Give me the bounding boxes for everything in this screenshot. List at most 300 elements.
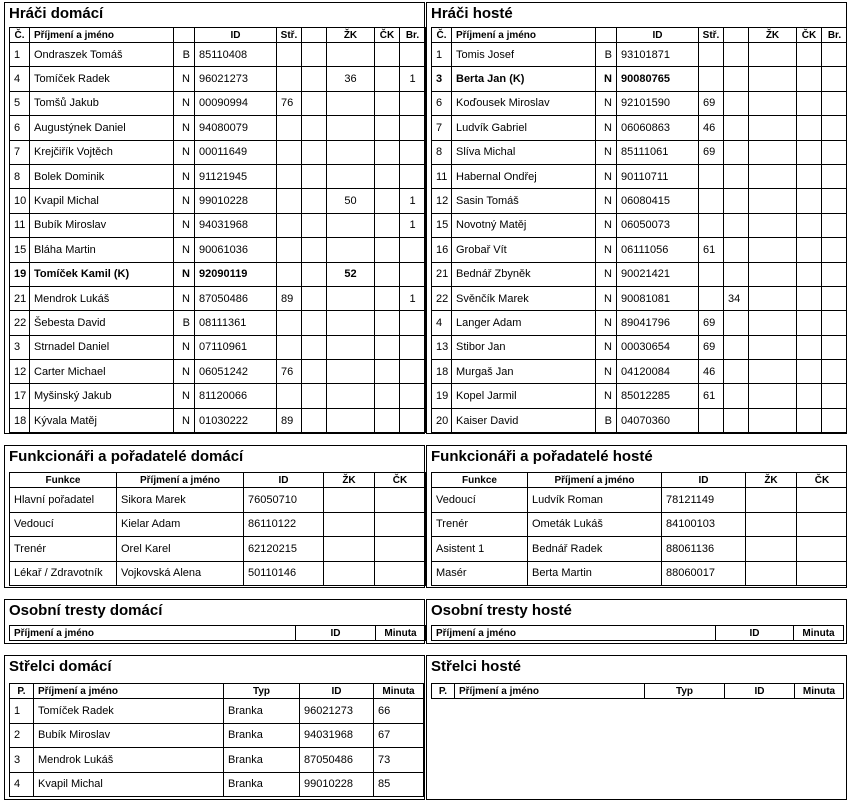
- player-row: [10, 67, 426, 91]
- player-number: 21: [432, 262, 452, 286]
- player-substitution: 46: [699, 360, 724, 384]
- home-penalties-table: [9, 625, 426, 641]
- player-goals: [822, 189, 847, 213]
- col-header-type: Typ: [645, 684, 725, 699]
- player-substitution-2: [724, 91, 749, 115]
- player-red-card: [797, 213, 822, 237]
- scorer-order: 2: [10, 723, 34, 748]
- player-id: 07110961: [195, 335, 277, 359]
- col-header-name: Příjmení a jméno: [452, 28, 596, 43]
- player-id: 04070360: [617, 408, 699, 432]
- col-header-red-card: ČK: [797, 28, 822, 43]
- player-red-card: [797, 116, 822, 140]
- player-substitution-2: [724, 408, 749, 432]
- staff-id: 62120215: [244, 537, 324, 562]
- player-yellow-card: [327, 116, 375, 140]
- staff-name: Kielar Adam: [117, 512, 244, 537]
- player-yellow-card: 52: [327, 262, 375, 286]
- player-number: 17: [10, 384, 30, 408]
- col-header-minute: Minuta: [794, 626, 844, 641]
- away-players-table: [431, 27, 847, 433]
- player-substitution: 69: [699, 311, 724, 335]
- player-id: 85111061: [617, 140, 699, 164]
- player-row: [432, 384, 847, 408]
- player-red-card: [375, 262, 400, 286]
- player-id: 00011649: [195, 140, 277, 164]
- player-yellow-card: [749, 335, 797, 359]
- staff-role: Vedoucí: [10, 512, 117, 537]
- staff-row: [10, 488, 426, 513]
- col-header-yellow-card: ŽK: [327, 28, 375, 43]
- player-row: [432, 140, 847, 164]
- player-substitution: 69: [699, 140, 724, 164]
- scorer-id: 94031968: [300, 723, 374, 748]
- home-players-table: [9, 27, 426, 433]
- player-goals: [822, 262, 847, 286]
- player-substitution-2: [724, 213, 749, 237]
- scorer-row: [10, 699, 424, 724]
- player-position: N: [596, 286, 617, 310]
- col-header-yellow-card: ŽK: [746, 473, 797, 488]
- player-position: N: [596, 238, 617, 262]
- player-yellow-card: [749, 238, 797, 262]
- col-header-id: ID: [195, 28, 277, 43]
- player-name: Svěnčík Marek: [452, 286, 596, 310]
- away-staff-panel: [426, 445, 847, 588]
- player-id: 94031968: [195, 213, 277, 237]
- player-name: Kaiser David: [452, 408, 596, 432]
- col-header-name: Příjmení a jméno: [455, 684, 645, 699]
- player-yellow-card: [327, 213, 375, 237]
- player-substitution: [277, 164, 302, 188]
- col-header-goals: Br.: [400, 28, 426, 43]
- player-row: [432, 360, 847, 384]
- player-number: 11: [432, 164, 452, 188]
- staff-yellow-card: [746, 537, 797, 562]
- scorer-name: Mendrok Lukáš: [34, 748, 224, 773]
- player-row: [432, 67, 847, 91]
- col-header-id: ID: [300, 684, 374, 699]
- player-id: 93101871: [617, 43, 699, 67]
- player-yellow-card: [749, 311, 797, 335]
- player-position: N: [174, 91, 195, 115]
- player-goals: [400, 311, 426, 335]
- player-substitution-2: [302, 67, 327, 91]
- player-name: Tomis Josef: [452, 43, 596, 67]
- player-number: 15: [432, 213, 452, 237]
- player-position: B: [596, 43, 617, 67]
- player-position: N: [174, 116, 195, 140]
- player-substitution-2: [302, 43, 327, 67]
- player-name: Bednář Zbyněk: [452, 262, 596, 286]
- scorer-id: 99010228: [300, 772, 374, 797]
- player-substitution: [277, 140, 302, 164]
- player-substitution: [699, 213, 724, 237]
- player-substitution-2: [724, 140, 749, 164]
- player-goals: [822, 43, 847, 67]
- staff-row: [10, 537, 426, 562]
- player-yellow-card: [749, 286, 797, 310]
- staff-row: [432, 512, 847, 537]
- player-substitution: [277, 213, 302, 237]
- player-id: 85012285: [617, 384, 699, 408]
- staff-name: Orel Karel: [117, 537, 244, 562]
- player-number: 8: [432, 140, 452, 164]
- col-header-substitution-2: [724, 28, 749, 43]
- player-name: Myšinský Jakub: [30, 384, 174, 408]
- player-substitution-2: [724, 238, 749, 262]
- player-name: Bláha Martin: [30, 238, 174, 262]
- staff-yellow-card: [324, 488, 375, 513]
- player-position: N: [174, 67, 195, 91]
- away-players-title: Hráči hosté: [431, 5, 513, 22]
- player-yellow-card: [327, 238, 375, 262]
- col-header-name: Příjmení a jméno: [10, 626, 296, 641]
- player-row: [10, 43, 426, 67]
- player-row: [10, 286, 426, 310]
- col-header-name: Příjmení a jméno: [528, 473, 662, 488]
- player-position: N: [596, 164, 617, 188]
- player-substitution-2: [724, 262, 749, 286]
- staff-red-card: [375, 512, 426, 537]
- player-red-card: [797, 286, 822, 310]
- player-number: 12: [432, 189, 452, 213]
- player-number: 6: [432, 91, 452, 115]
- player-name: Stibor Jan: [452, 335, 596, 359]
- player-name: Bolek Dominik: [30, 164, 174, 188]
- player-id: 81120066: [195, 384, 277, 408]
- staff-name: Bednář Radek: [528, 537, 662, 562]
- player-goals: 1: [400, 189, 426, 213]
- col-header-name: Příjmení a jméno: [117, 473, 244, 488]
- player-substitution: [699, 43, 724, 67]
- player-position: B: [174, 43, 195, 67]
- staff-yellow-card: [746, 488, 797, 513]
- player-row: [10, 335, 426, 359]
- staff-id: 78121149: [662, 488, 746, 513]
- player-substitution-2: 34: [724, 286, 749, 310]
- col-header-id: ID: [244, 473, 324, 488]
- away-staff-title: Funkcionáři a pořadatelé hosté: [431, 448, 653, 465]
- player-name: Ondraszek Tomáš: [30, 43, 174, 67]
- player-substitution-2: [302, 189, 327, 213]
- player-yellow-card: [749, 43, 797, 67]
- player-goals: [822, 116, 847, 140]
- player-goals: 1: [400, 213, 426, 237]
- staff-name: Berta Martin: [528, 561, 662, 586]
- col-header-name: Příjmení a jméno: [432, 626, 716, 641]
- home-players-panel: [4, 2, 425, 434]
- player-row: [432, 286, 847, 310]
- staff-row: [432, 488, 847, 513]
- player-substitution-2: [724, 116, 749, 140]
- player-id: 06051242: [195, 360, 277, 384]
- player-row: [432, 335, 847, 359]
- player-number: 7: [10, 140, 30, 164]
- player-position: N: [174, 408, 195, 432]
- player-goals: [400, 140, 426, 164]
- player-substitution-2: [302, 91, 327, 115]
- staff-role: Trenér: [432, 512, 528, 537]
- player-number: 19: [432, 384, 452, 408]
- col-header-minute: Minuta: [376, 626, 426, 641]
- player-name: Augustýnek Daniel: [30, 116, 174, 140]
- home-scorers-panel: [4, 655, 425, 800]
- player-position: N: [174, 164, 195, 188]
- col-header-position: [174, 28, 195, 43]
- player-name: Kývala Matěj: [30, 408, 174, 432]
- player-substitution-2: [302, 262, 327, 286]
- player-red-card: [797, 360, 822, 384]
- player-goals: [400, 262, 426, 286]
- player-substitution-2: [302, 360, 327, 384]
- player-yellow-card: [749, 91, 797, 115]
- player-name: Ludvík Gabriel: [452, 116, 596, 140]
- player-id: 99010228: [195, 189, 277, 213]
- staff-red-card: [797, 512, 847, 537]
- col-header-substitution: Stř.: [277, 28, 302, 43]
- scorer-type: Branka: [224, 772, 300, 797]
- player-substitution-2: [724, 360, 749, 384]
- player-substitution: [699, 262, 724, 286]
- player-position: B: [174, 311, 195, 335]
- staff-id: 76050710: [244, 488, 324, 513]
- player-goals: [400, 408, 426, 432]
- player-position: N: [596, 67, 617, 91]
- col-header-number: Č.: [432, 28, 452, 43]
- player-goals: [822, 286, 847, 310]
- player-number: 4: [432, 311, 452, 335]
- player-goals: [822, 213, 847, 237]
- player-number: 19: [10, 262, 30, 286]
- player-substitution: [277, 335, 302, 359]
- player-name: Sasin Tomáš: [452, 189, 596, 213]
- player-number: 20: [432, 408, 452, 432]
- player-yellow-card: [749, 408, 797, 432]
- player-red-card: [797, 238, 822, 262]
- player-red-card: [797, 262, 822, 286]
- player-number: 1: [432, 43, 452, 67]
- staff-yellow-card: [324, 512, 375, 537]
- col-header-substitution: Stř.: [699, 28, 724, 43]
- player-substitution: [699, 164, 724, 188]
- player-red-card: [375, 384, 400, 408]
- player-id: 06060863: [617, 116, 699, 140]
- player-red-card: [375, 164, 400, 188]
- scorer-type: Branka: [224, 748, 300, 773]
- home-penalties-panel: [4, 599, 425, 644]
- staff-name: Ometák Lukáš: [528, 512, 662, 537]
- player-name: Berta Jan (K): [452, 67, 596, 91]
- player-id: 85110408: [195, 43, 277, 67]
- player-substitution-2: [302, 408, 327, 432]
- player-goals: [400, 335, 426, 359]
- player-red-card: [797, 335, 822, 359]
- player-substitution: [277, 262, 302, 286]
- player-row: [432, 408, 847, 432]
- player-substitution-2: [724, 384, 749, 408]
- scorer-id: 87050486: [300, 748, 374, 773]
- col-header-red-card: ČK: [375, 473, 426, 488]
- player-yellow-card: [327, 91, 375, 115]
- staff-red-card: [797, 537, 847, 562]
- player-yellow-card: [327, 164, 375, 188]
- player-row: [432, 164, 847, 188]
- player-substitution: 69: [699, 91, 724, 115]
- scorer-type: Branka: [224, 699, 300, 724]
- col-header-id: ID: [296, 626, 376, 641]
- player-row: [10, 384, 426, 408]
- player-substitution: [277, 43, 302, 67]
- player-name: Šebesta David: [30, 311, 174, 335]
- player-position: N: [596, 335, 617, 359]
- player-substitution: [277, 311, 302, 335]
- player-row: [432, 262, 847, 286]
- player-name: Tomšů Jakub: [30, 91, 174, 115]
- player-position: N: [174, 360, 195, 384]
- player-name: Mendrok Lukáš: [30, 286, 174, 310]
- col-header-id: ID: [662, 473, 746, 488]
- player-substitution: [277, 116, 302, 140]
- player-name: Carter Michael: [30, 360, 174, 384]
- player-id: 01030222: [195, 408, 277, 432]
- player-red-card: [375, 286, 400, 310]
- player-substitution-2: [302, 116, 327, 140]
- away-penalties-panel: [426, 599, 847, 644]
- player-number: 5: [10, 91, 30, 115]
- player-yellow-card: [749, 384, 797, 408]
- player-yellow-card: [327, 408, 375, 432]
- staff-id: 84100103: [662, 512, 746, 537]
- player-substitution: [699, 189, 724, 213]
- col-header-role: Funkce: [10, 473, 117, 488]
- col-header-minute: Minuta: [795, 684, 844, 699]
- player-position: N: [174, 384, 195, 408]
- player-red-card: [375, 360, 400, 384]
- player-row: [432, 311, 847, 335]
- player-red-card: [797, 43, 822, 67]
- staff-role: Hlavní pořadatel: [10, 488, 117, 513]
- player-yellow-card: [749, 67, 797, 91]
- player-red-card: [797, 384, 822, 408]
- scorer-name: Bubík Miroslav: [34, 723, 224, 748]
- player-position: N: [596, 91, 617, 115]
- home-scorers-table: [9, 683, 424, 797]
- player-position: N: [174, 140, 195, 164]
- player-name: Kopel Jarmil: [452, 384, 596, 408]
- away-penalties-title: Osobní tresty hosté: [431, 602, 572, 619]
- player-position: N: [174, 335, 195, 359]
- player-name: Grobař Vít: [452, 238, 596, 262]
- player-name: Krejčiřík Vojtěch: [30, 140, 174, 164]
- player-goals: [822, 67, 847, 91]
- away-penalties-table: [431, 625, 844, 641]
- player-row: [10, 140, 426, 164]
- scorer-name: Kvapil Michal: [34, 772, 224, 797]
- player-name: Bubík Miroslav: [30, 213, 174, 237]
- player-substitution-2: [302, 164, 327, 188]
- col-header-minute: Minuta: [374, 684, 424, 699]
- staff-row: [10, 512, 426, 537]
- player-row: [432, 43, 847, 67]
- away-scorers-title: Střelci hosté: [431, 658, 522, 675]
- player-yellow-card: [749, 116, 797, 140]
- player-red-card: [375, 238, 400, 262]
- player-substitution-2: [302, 238, 327, 262]
- player-position: N: [596, 360, 617, 384]
- scorer-row: [10, 723, 424, 748]
- player-row: [10, 262, 426, 286]
- scorer-id: 96021273: [300, 699, 374, 724]
- player-red-card: [375, 335, 400, 359]
- player-yellow-card: [749, 164, 797, 188]
- staff-role: Trenér: [10, 537, 117, 562]
- player-row: [10, 408, 426, 432]
- player-number: 16: [432, 238, 452, 262]
- player-name: Langer Adam: [452, 311, 596, 335]
- player-yellow-card: [749, 360, 797, 384]
- col-header-yellow-card: ŽK: [749, 28, 797, 43]
- col-header-role: Funkce: [432, 473, 528, 488]
- col-header-red-card: ČK: [375, 28, 400, 43]
- player-position: N: [596, 213, 617, 237]
- player-yellow-card: [327, 384, 375, 408]
- staff-role: Masér: [432, 561, 528, 586]
- player-yellow-card: 36: [327, 67, 375, 91]
- player-position: B: [596, 408, 617, 432]
- scorer-order: 3: [10, 748, 34, 773]
- player-substitution-2: [724, 164, 749, 188]
- player-substitution: [277, 384, 302, 408]
- player-id: 00030654: [617, 335, 699, 359]
- player-id: 00090994: [195, 91, 277, 115]
- player-goals: 1: [400, 286, 426, 310]
- player-red-card: [797, 311, 822, 335]
- staff-id: 50110146: [244, 561, 324, 586]
- player-position: N: [596, 116, 617, 140]
- player-row: [10, 238, 426, 262]
- player-goals: 1: [400, 67, 426, 91]
- player-number: 21: [10, 286, 30, 310]
- player-substitution-2: [302, 140, 327, 164]
- player-row: [10, 116, 426, 140]
- away-scorers-table: [431, 683, 844, 699]
- player-number: 8: [10, 164, 30, 188]
- player-position: N: [596, 189, 617, 213]
- staff-yellow-card: [746, 512, 797, 537]
- player-position: N: [174, 262, 195, 286]
- home-players-title: Hráči domácí: [9, 5, 104, 22]
- staff-id: 88060017: [662, 561, 746, 586]
- col-header-red-card: ČK: [797, 473, 847, 488]
- player-yellow-card: [327, 311, 375, 335]
- player-position: N: [596, 262, 617, 286]
- player-red-card: [375, 213, 400, 237]
- player-red-card: [797, 140, 822, 164]
- player-id: 92090119: [195, 262, 277, 286]
- staff-red-card: [375, 537, 426, 562]
- player-red-card: [797, 408, 822, 432]
- staff-id: 88061136: [662, 537, 746, 562]
- col-header-type: Typ: [224, 684, 300, 699]
- player-position: N: [174, 189, 195, 213]
- player-red-card: [797, 189, 822, 213]
- home-staff-title: Funkcionáři a pořadatelé domácí: [9, 448, 244, 465]
- player-row: [10, 213, 426, 237]
- home-staff-panel: [4, 445, 425, 588]
- player-name: Koďousek Miroslav: [452, 91, 596, 115]
- player-red-card: [375, 189, 400, 213]
